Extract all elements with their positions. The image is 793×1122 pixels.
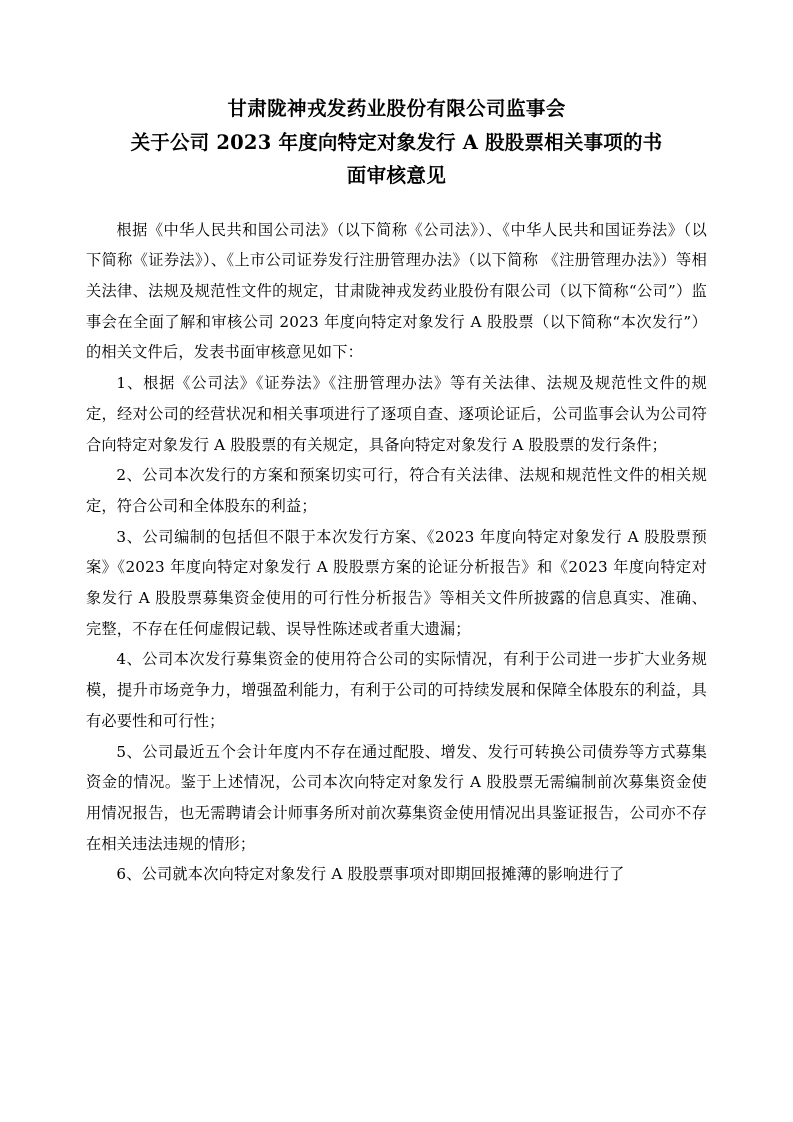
title-line-2: 关于公司 2023 年度向特定对象发行 A 股股票相关事项的书: [130, 130, 663, 154]
paragraph-item-6: 6、公司就本次向特定对象发行 A 股股票事项对即期回报摊薄的影响进行了: [116, 865, 625, 884]
document-body: [86, 215, 707, 890]
title-line-1: 甘肃陇神戎发药业股份有限公司监事会: [227, 97, 566, 120]
paragraph-intro: 根据《中华人民共和国公司法》（以下简称《公司法》）、《中华人民共和国证券法》（以下简称《证券法》）、《上市公司证券发行注册管理办法》（以下简称 《注册管理办法》）等相关法律、法规及规范性文件的规定，甘肃陇神戎发药业股份有限公司（以下简称“公司”）监事会在全面了解和审核公司 2023 年度向特定对象发行 A 股股票（以下简称“本次发行”）的相关文件后，发表书面审核意见如下：: [86, 220, 707, 362]
title-line-3: 面审核意见: [346, 164, 447, 188]
paragraph-item-1: 1、根据《公司法》《证券法》《注册管理办法》等有关法律、法规及规范性文件的规定，经对公司的经营状况和相关事项进行了逐项自查、逐项论证后，公司监事会认为公司符合向特定对象发行 A 股股票的有关规定，具备向特定对象发行 A 股股票的发行条件；: [86, 374, 707, 454]
paragraph-item-5: 5、公司最近五个会计年度内不存在通过配股、增发、发行可转换公司债券等方式募集资金的情况。鉴于上述情况，公司本次向特定对象发行 A 股股票无需编制前次募集资金使用情况报告，也无需聘请会计师事务所对前次募集资金使用情况出具鉴证报告，公司亦不存在相关违法违规的情形；: [86, 742, 707, 853]
page-title: [86, 92, 707, 193]
paragraph-item-3: 3、公司编制的包括但不限于本次发行方案、《2023 年度向特定对象发行 A 股股票预案》《2023 年度向特定对象发行 A 股股票方案的论证分析报告》和《2023 年度向特定对象发行 A 股股票募集资金使用的可行性分析报告》等相关文件所披露的信息真实、准确、完整，不存在任何虚假记载、误导性陈述或者重大遗漏；: [86, 527, 707, 638]
paragraph-item-2: 2、公司本次发行的方案和预案切实可行，符合有关法律、法规和规范性文件的相关规定，符合公司和全体股东的利益；: [86, 466, 707, 515]
paragraph-item-4: 4、公司本次发行募集资金的使用符合公司的实际情况，有利于公司进一步扩大业务规模，提升市场竞争力，增强盈利能力，有利于公司的可持续发展和保障全体股东的利益，具有必要性和可行性；: [86, 650, 707, 730]
